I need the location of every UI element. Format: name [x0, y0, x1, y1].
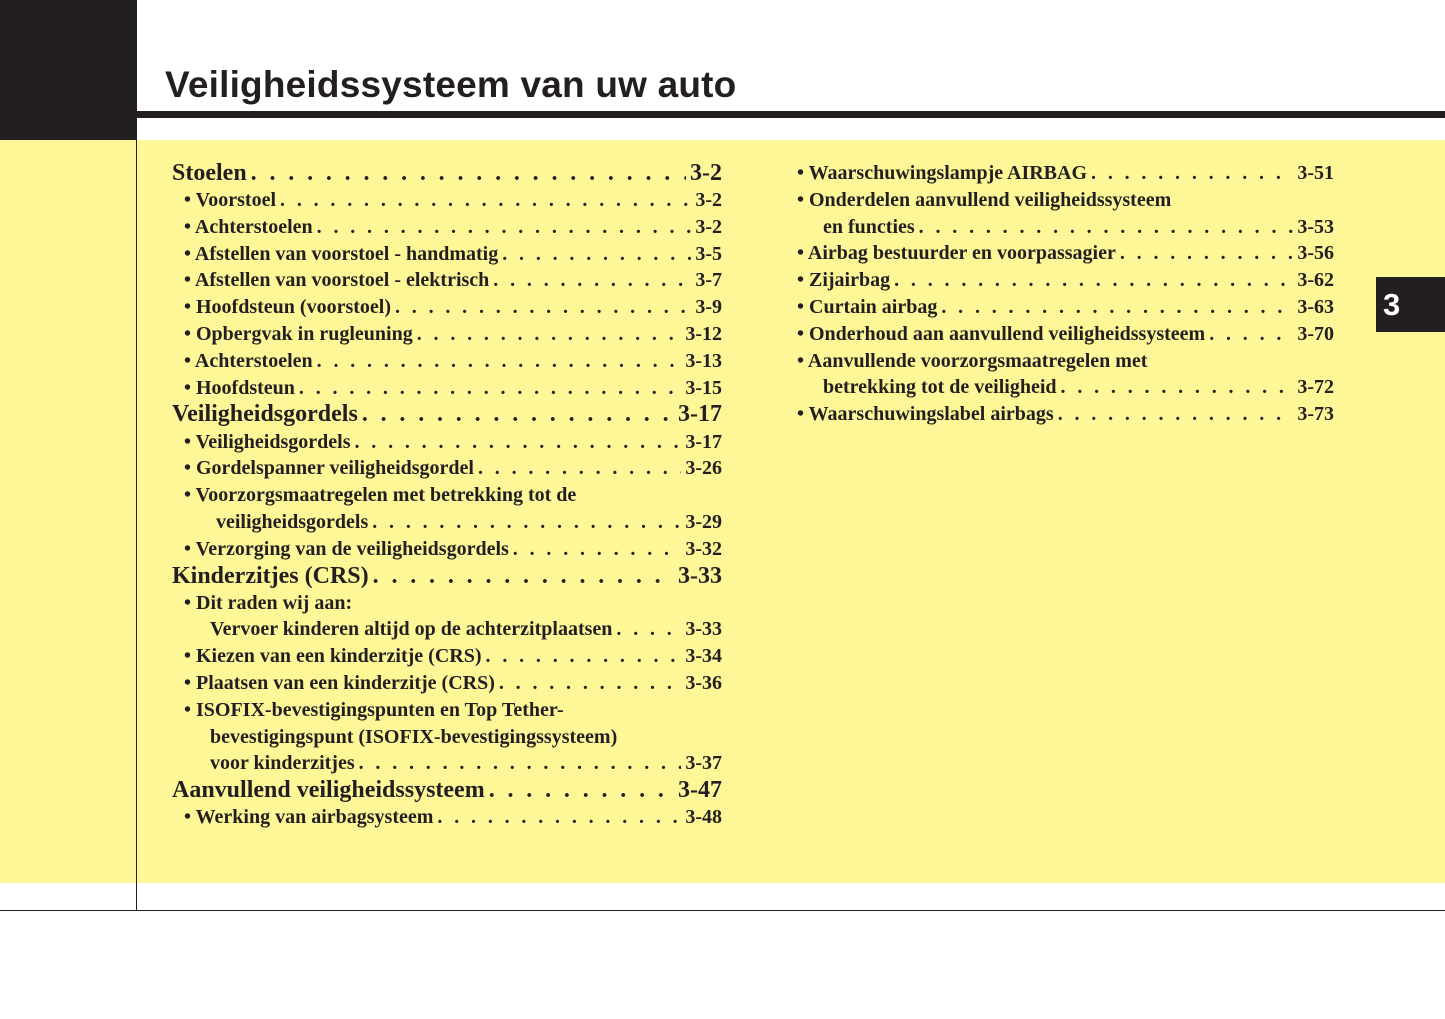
- toc-entry[interactable]: • Dit raden wij aan:: [184, 591, 353, 614]
- toc-entry-continued[interactable]: voor kinderzitjes . . . 3-37: [172, 750, 722, 777]
- toc-entry[interactable]: • Kiezen van een kinderzitje (CRS) . . . 3-34: [172, 643, 722, 670]
- chapter-tab[interactable]: [1376, 277, 1445, 332]
- toc-column-left: [172, 160, 722, 831]
- left-margin-band: [0, 140, 136, 883]
- toc-entry[interactable]: • Achterstoelen . . . 3-13: [172, 348, 722, 375]
- toc-entry[interactable]: • Curtain airbag . . . 3-63: [797, 294, 1334, 321]
- toc-entry[interactable]: • ISOFIX-bevestigingspunten en Top Tether-: [184, 698, 564, 721]
- title-rule: [137, 111, 1445, 118]
- toc-entry-section[interactable]: Veiligheidsgordels . . . 3-17: [172, 401, 722, 428]
- toc-entry[interactable]: • Onderdelen aanvullend veiligheidssysteem: [797, 188, 1172, 211]
- toc-entry[interactable]: • Onderhoud aan aanvullend veiligheidssysteem . . . 3-70: [797, 321, 1334, 348]
- toc-entry-continued[interactable]: Vervoer kinderen altijd op de achterzitplaatsen . . . 3-33: [172, 616, 722, 643]
- toc-entry-continued[interactable]: betrekking tot de veiligheid . . . 3-72: [797, 374, 1334, 401]
- toc-entry-continued[interactable]: veiligheidsgordels . . . 3-29: [172, 509, 722, 536]
- toc-entry[interactable]: • Aanvullende voorzorgsmaatregelen met: [797, 349, 1148, 372]
- toc-entry[interactable]: • Airbag bestuurder en voorpassagier . . . 3-56: [797, 240, 1334, 267]
- toc-entry[interactable]: • Afstellen van voorstoel - elektrisch . . . 3-7: [172, 267, 722, 294]
- toc-entry[interactable]: • Verzorging van de veiligheidsgordels . . . 3-32: [172, 536, 722, 563]
- toc-entry-section[interactable]: Stoelen . . . 3-2: [172, 160, 722, 187]
- toc-entry[interactable]: • Zijairbag . . . 3-62: [797, 267, 1334, 294]
- footer-rule: [0, 910, 1445, 911]
- toc-entry[interactable]: • Afstellen van voorstoel - handmatig . . . 3-5: [172, 241, 722, 268]
- toc-entry-section[interactable]: Kinderzitjes (CRS) . . . 3-33: [172, 563, 722, 590]
- toc-column-right: [797, 160, 1334, 428]
- toc-entry[interactable]: • Hoofdsteun (voorstoel) . . . 3-9: [172, 294, 722, 321]
- header-corner-block: [0, 0, 137, 140]
- toc-entry[interactable]: • Achterstoelen . . . 3-2: [172, 214, 722, 241]
- toc-entry[interactable]: • Werking van airbagsysteem . . . 3-48: [172, 804, 722, 831]
- toc-entry[interactable]: • Voorstoel . . . 3-2: [172, 187, 722, 214]
- toc-entry[interactable]: • Opbergvak in rugleuning . . . 3-12: [172, 321, 722, 348]
- toc-entry[interactable]: • Veiligheidsgordels . . . 3-17: [172, 429, 722, 456]
- toc-entry-continued[interactable]: bevestigingspunt (ISOFIX-bevestigingssysteem): [210, 725, 618, 748]
- toc-entry[interactable]: • Waarschuwingslabel airbags . . . 3-73: [797, 401, 1334, 428]
- toc-entry[interactable]: • Gordelspanner veiligheidsgordel . . . 3-26: [172, 455, 722, 482]
- chapter-number: 3: [1383, 286, 1401, 322]
- toc-entry-section[interactable]: Aanvullend veiligheidssysteem . . . 3-47: [172, 777, 722, 804]
- margin-divider: [136, 140, 137, 911]
- toc-entry-continued[interactable]: en functies . . . 3-53: [797, 214, 1334, 241]
- page-title: Veiligheidssysteem van uw auto: [165, 64, 737, 105]
- toc-entry[interactable]: • Waarschuwingslampje AIRBAG . . . 3-51: [797, 160, 1334, 187]
- toc-entry[interactable]: • Plaatsen van een kinderzitje (CRS) . . . 3-36: [172, 670, 722, 697]
- toc-entry[interactable]: • Hoofdsteun . . . 3-15: [172, 375, 722, 402]
- toc-entry[interactable]: • Voorzorgsmaatregelen met betrekking tot de: [184, 484, 577, 507]
